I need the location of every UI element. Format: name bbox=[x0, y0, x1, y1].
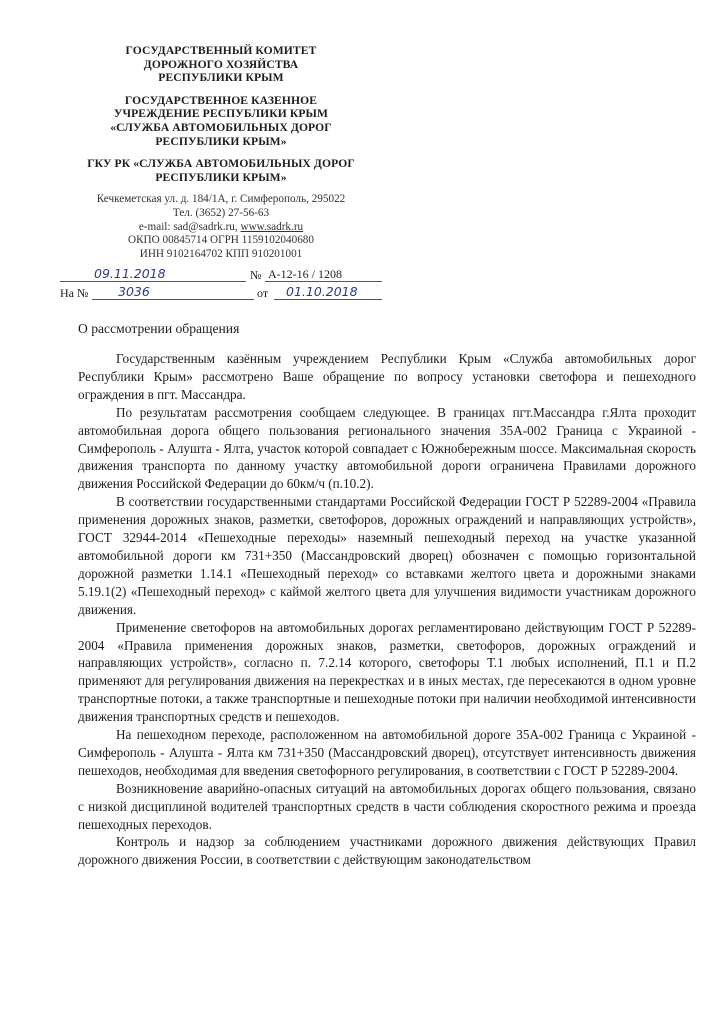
in-reply-number: 3036 bbox=[118, 284, 150, 299]
committee-name-line: ДОРОЖНОГО ХОЗЯЙСТВА bbox=[143, 57, 299, 71]
contact-info bbox=[60, 193, 382, 261]
number-label: № bbox=[250, 268, 262, 282]
short-name-line: ГКУ РК «СЛУЖБА АВТОМОБИЛЬНЫХ ДОРОГ bbox=[87, 157, 355, 171]
institution-name bbox=[60, 94, 382, 148]
committee-name-line: ГОСУДАРСТВЕННЫЙ КОМИТЕТ bbox=[125, 44, 317, 57]
phone: Тел. (3652) 27-56-63 bbox=[172, 206, 270, 219]
paragraph: Применение светофоров на автомобильных дорогах регламентировано действующим ГОСТ Р 52289-2004 «Правила применения дорожных знаков, разметки, светофоров, дорожных ограждений и направляющих устройств», согласно п. 7.2.14 которого, светофоры Т.1 любых исполнений, П.1 и П.2 применяют для регулирования движения на перекрестках и в иных местах, где пересекаются в одном уровне транспортные потоки, а также транспортные и пешеходные потоки при наличии необходимой интенсивности движения транспортных средств и пешеходов. bbox=[78, 619, 696, 725]
website-link[interactable]: www.sadrk.ru bbox=[240, 220, 304, 233]
committee-name bbox=[60, 44, 382, 85]
institution-name-line: РЕСПУБЛИКИ КРЫМ» bbox=[155, 134, 287, 148]
incoming-reference bbox=[60, 286, 382, 302]
paragraph: По результатам рассмотрения сообщаем следующее. В границах пгт.Массандра г.Ялта проходит автомобильная дорога общего пользования регионального значения 35А-002 Граница с Украиной - Симферополь - Алушта - Ялта, участок которой совпадает с Южнобережным шоссе. Максимальная скорость движения транспорта по данному участку автомобильной дороги ограничена Правилами дорожного движения Российской Федерации до 60км/ч (п.10.2). bbox=[78, 404, 696, 492]
date-line bbox=[60, 281, 246, 282]
letter-body bbox=[78, 350, 696, 869]
letterhead bbox=[60, 44, 382, 261]
in-reply-label: На № bbox=[60, 286, 89, 300]
institution-name-line: ГОСУДАРСТВЕННОЕ КАЗЕННОЕ bbox=[124, 93, 318, 107]
address: Кечкеметская ул. д. 184/1А, г. Симферополь, 295022 bbox=[96, 193, 346, 206]
from-label: от bbox=[257, 286, 269, 300]
inn-kpp: ИНН 9102164702 КПП 910201001 bbox=[139, 247, 303, 260]
institution-short-name bbox=[60, 157, 382, 184]
reply-number-line bbox=[92, 299, 254, 300]
reply-date-line bbox=[274, 299, 382, 300]
institution-name-line: УЧРЕЖДЕНИЕ РЕСПУБЛИКИ КРЫМ bbox=[113, 107, 329, 121]
outgoing-registration bbox=[60, 268, 382, 284]
email: e-mail: sad@sadrk.ru, bbox=[138, 220, 241, 233]
outgoing-date: 09.11.2018 bbox=[94, 266, 166, 281]
okpo-ogrn: ОКПО 00845714 ОГРН 1159102040680 bbox=[128, 234, 314, 247]
in-reply-date: 01.10.2018 bbox=[286, 284, 358, 299]
email-website bbox=[60, 221, 382, 235]
letter-subject: О рассмотрении обращения bbox=[78, 321, 240, 336]
paragraph: На пешеходном переходе, расположенном на автомобильной дороге 35А-002 Граница с Украиной - Симферополь - Алушта - Ялта км 731+350 (Массандровский дворец), отсутствует интенсивность движения пешеходов, необходимая для введения светофорного регулирования, в соответствии с ГОСТ Р 52289-2004. bbox=[78, 727, 696, 778]
committee-name-line: РЕСПУБЛИКИ КРЫМ bbox=[158, 71, 284, 85]
paragraph: В соответствии государственными стандартами Российской Федерации ГОСТ Р 52289-2004 «Правила применения дорожных знаков, разметки, светофоров, дорожных ограждений и направляющих устройств», ГОСТ 32944-2014 «Пешеходные переходы» наземный пешеходный переход на участке указанной автомобильной дороги км 731+350 (Массандровский дворец) обозначен с помощью горизонтальной дорожной разметки 1.14.1 «Пешеходный переход» со вставками желтого цвета и дорожными знаками 5.19.1(2) «Пешеходный переход» с каймой желтого цвета для улучшения видимости участникам дорожного движения. bbox=[78, 494, 696, 617]
institution-name-line: «СЛУЖБА АВТОМОБИЛЬНЫХ ДОРОГ bbox=[110, 120, 332, 134]
paragraph: Возникновение аварийно-опасных ситуаций на автомобильных дорогах общего пользования, связано с низкой дисциплиной водителей транспортных средств в части соблюдения скоростного режима и проезда пешеходных переходов. bbox=[78, 780, 696, 832]
short-name-line: РЕСПУБЛИКИ КРЫМ» bbox=[155, 170, 287, 184]
paragraph: Контроль и надзор за соблюдением участниками дорожного движения действующих Правил дорожного движения России, в соответствии с действующим законодательством bbox=[78, 834, 696, 868]
outgoing-number: А-12-16 / 1208 bbox=[268, 267, 342, 281]
paragraph: Государственным казённым учреждением Республики Крым «Служба автомобильных дорог Республики Крым» рассмотрено Ваше обращение по вопросу установки светофора и пешеходного ограждения в пгт. Массандра. bbox=[78, 351, 696, 402]
